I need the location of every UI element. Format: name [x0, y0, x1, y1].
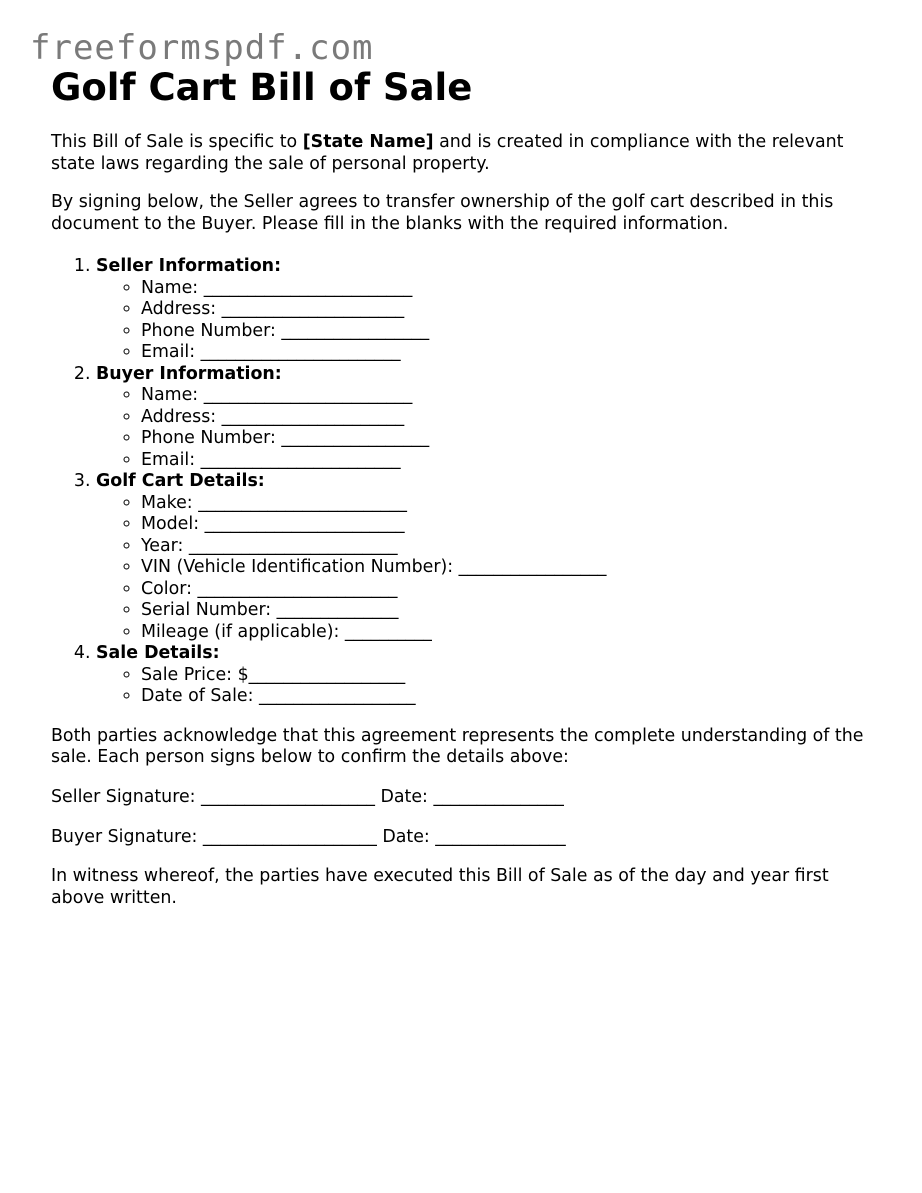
field-seller-phone: ◦ Phone Number: _________________	[141, 321, 881, 343]
section-title: Sale Details:	[96, 643, 220, 664]
document-page	[51, 66, 881, 909]
sections-list	[51, 256, 881, 708]
intro-text-after: and is created in compliance with the relevant state laws regarding the sale of personal property.	[51, 132, 844, 174]
field-mileage: ◦ Mileage (if applicable): __________	[141, 622, 881, 644]
document-title: Golf Cart Bill of Sale	[51, 66, 473, 109]
field-list	[96, 385, 881, 471]
field-color: ◦ Color: _______________________	[141, 579, 881, 601]
section-buyer-information	[96, 364, 881, 472]
field-year: ◦ Year: ________________________	[141, 536, 881, 558]
field-list	[96, 493, 881, 644]
section-title: Seller Information:	[96, 256, 282, 277]
intro-paragraph-transfer: By signing below, the Seller agrees to transfer ownership of the golf cart described in this document to the Buyer. Please fill in the blanks with the required information.	[51, 192, 834, 234]
seller-signature-line: Seller Signature: ____________________ Date: _______________	[51, 787, 564, 808]
section-seller-information	[96, 256, 881, 364]
field-model: ◦ Model: _______________________	[141, 514, 881, 536]
field-list	[96, 665, 881, 708]
intro-text-before: This Bill of Sale is specific to	[51, 132, 303, 152]
field-sale-price: ◦ Sale Price: $__________________	[141, 665, 881, 687]
field-seller-address: ◦ Address: _____________________	[141, 299, 881, 321]
witness-paragraph: In witness whereof, the parties have executed this Bill of Sale as of the day and year first above written.	[51, 866, 829, 908]
field-vin: ◦ VIN (Vehicle Identification Number): _________________	[141, 557, 881, 579]
state-name-placeholder: [State Name]	[302, 132, 434, 152]
field-buyer-address: ◦ Address: _____________________	[141, 407, 881, 429]
buyer-signature-line: Buyer Signature: ____________________ Date: _______________	[51, 826, 566, 847]
acknowledgement-paragraph: Both parties acknowledge that this agreement represents the complete understanding of the sale. Each person signs below to confirm the details above:	[51, 725, 864, 768]
section-title: Buyer Information:	[96, 363, 282, 384]
watermark-logo: freeformspdf.com	[30, 28, 374, 68]
field-seller-email: ◦ Email: _______________________	[141, 342, 881, 364]
section-sale-details	[96, 643, 881, 708]
intro-paragraph-state	[51, 132, 881, 175]
field-date-of-sale: ◦ Date of Sale: __________________	[141, 686, 881, 708]
section-title: Golf Cart Details:	[96, 471, 265, 492]
field-buyer-name: ◦ Name: ________________________	[141, 385, 881, 407]
field-buyer-phone: ◦ Phone Number: _________________	[141, 428, 881, 450]
field-list	[96, 278, 881, 364]
field-serial-number: ◦ Serial Number: ______________	[141, 600, 881, 622]
field-make: ◦ Make: ________________________	[141, 493, 881, 515]
section-golf-cart-details	[96, 471, 881, 643]
field-buyer-email: ◦ Email: _______________________	[141, 450, 881, 472]
field-seller-name: ◦ Name: ________________________	[141, 278, 881, 300]
